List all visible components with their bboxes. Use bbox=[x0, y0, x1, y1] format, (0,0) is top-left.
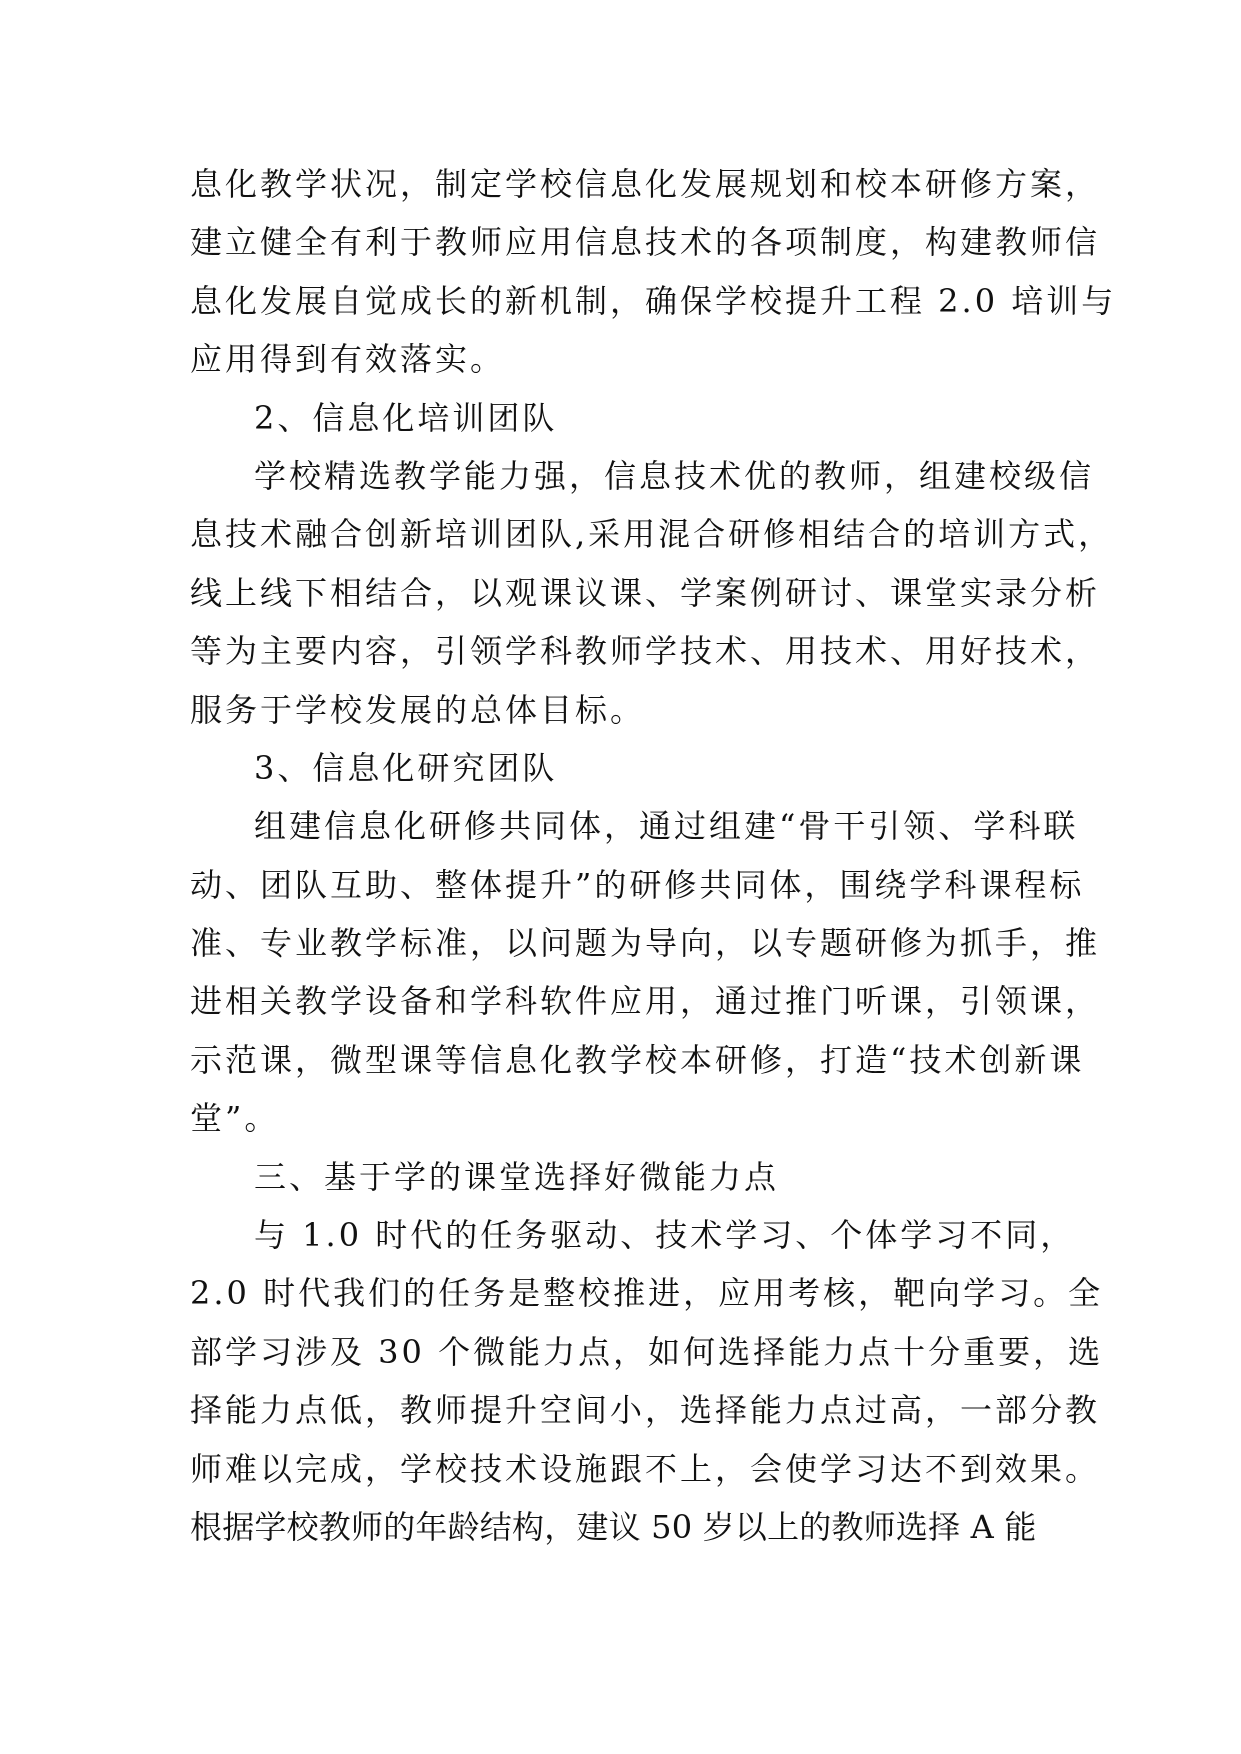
text-line: 部学习涉及 30 个微能力点，如何选择能力点十分重要，选 bbox=[190, 1332, 1104, 1371]
text-line: 堂”。 bbox=[190, 1099, 280, 1138]
section-heading: 三、基于学的课堂选择好微能力点 bbox=[254, 1157, 780, 1196]
text-line: 根据学校教师的年龄结构，建议 50 岁以上的教师选择 A 能 bbox=[190, 1507, 1037, 1546]
document-body bbox=[190, 155, 1117, 1556]
text-line: 与 1.0 时代的任务驱动、技术学习、个体学习不同， bbox=[254, 1216, 1076, 1255]
text-line: 息技术融合创新培训团队,采用混合研修相结合的培训方式， bbox=[190, 515, 1114, 554]
text-line: 学校精选教学能力强，信息技术优的教师，组建校级信 bbox=[254, 456, 1095, 495]
text-line: 择能力点低，教师提升空间小，选择能力点过高，一部分教 bbox=[190, 1391, 1101, 1430]
text-line: 进相关教学设备和学科软件应用，通过推门听课，引领课， bbox=[190, 982, 1101, 1021]
text-line: 服务于学校发展的总体目标。 bbox=[190, 690, 646, 729]
text-line: 组建信息化研修共同体，通过组建“骨干引领、学科联 bbox=[254, 807, 1079, 846]
text-line: 动、团队互助、整体提升”的研修共同体，围绕学科课程标 bbox=[190, 865, 1085, 904]
text-line: 师难以完成，学校技术设施跟不上，会使学习达不到效果。 bbox=[190, 1449, 1101, 1488]
text-line: 应用得到有效落实。 bbox=[190, 340, 506, 379]
text-line: 建立健全有利于教师应用信息技术的各项制度，构建教师信 bbox=[190, 223, 1101, 262]
text-line: 等为主要内容，引领学科教师学技术、用技术、用好技术， bbox=[190, 632, 1101, 671]
text-line: 息化教学状况，制定学校信息化发展规划和校本研修方案， bbox=[190, 165, 1101, 203]
text-line: 准、专业教学标准，以问题为导向，以专题研修为抓手，推 bbox=[190, 924, 1101, 963]
text-line: 息化发展自觉成长的新机制，确保学校提升工程 2.0 培训与 bbox=[190, 281, 1117, 320]
section-heading: 3、信息化研究团队 bbox=[254, 748, 558, 787]
text-line: 2.0 时代我们的任务是整校推进，应用考核，靶向学习。全 bbox=[190, 1274, 1104, 1313]
text-line: 示范课，微型课等信息化教学校本研修，打造“技术创新课 bbox=[190, 1040, 1085, 1079]
text-line: 线上线下相结合，以观课议课、学案例研讨、课堂实录分析 bbox=[190, 573, 1101, 612]
section-heading: 2、信息化培训团队 bbox=[254, 398, 558, 437]
